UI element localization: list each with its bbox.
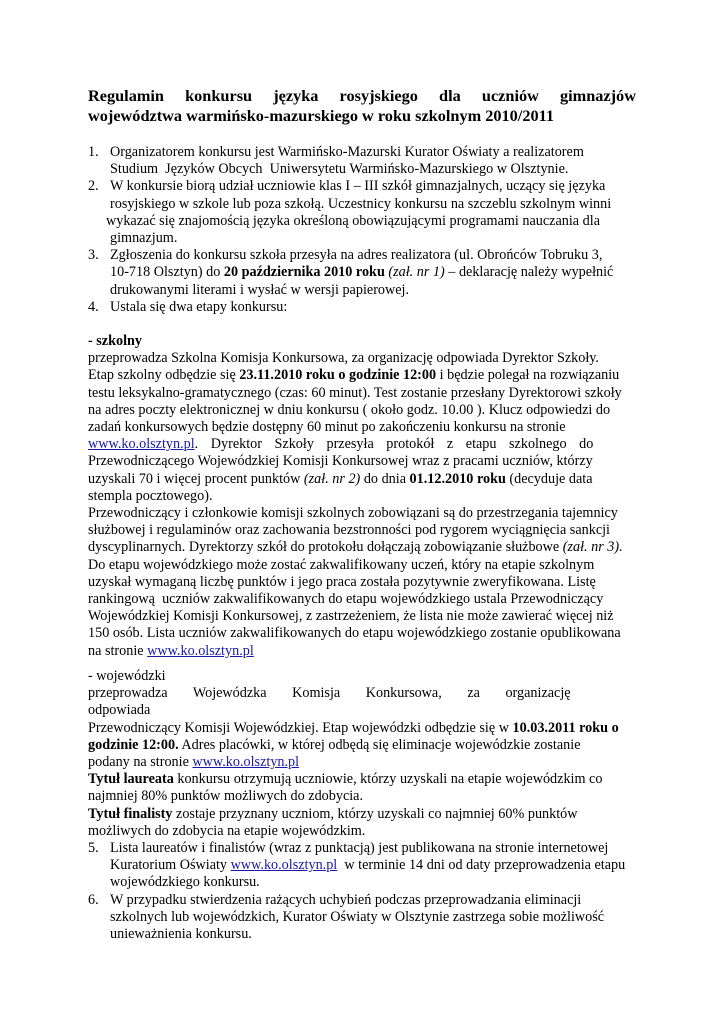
list-number: 5. — [88, 839, 99, 856]
list-number: 3. — [88, 247, 99, 264]
title-word: Regulamin — [88, 86, 164, 105]
paragraph-line: na stronie www.ko.olsztyn.pl — [88, 642, 254, 659]
list-item-3 — [88, 247, 640, 299]
school-stage-section — [88, 333, 640, 660]
list-item-2 — [88, 178, 640, 247]
paragraph-line: możliwych do zdobycia na etapie wojewódzkim. — [88, 822, 366, 839]
list-text-line: Organizatorem konkursu jest Warmińsko-Mazurski Kurator Oświaty a realizatorem — [110, 144, 584, 160]
list-item-5 — [88, 840, 640, 892]
paragraph-line: Wojewódzkiej Komisji Konkursowej, z zastrzeżeniem, że lista nie może zawierać więcej niż — [88, 608, 614, 625]
paragraph-line: Tytuł laureata konkursu otrzymują uczniowie, którzy uzyskali na etapie wojewódzkim co — [88, 771, 603, 788]
deadline-date: 20 października 2010 roku — [223, 264, 385, 281]
title-word: gimnazjów — [559, 86, 636, 105]
section-heading: - szkolny — [88, 333, 142, 350]
list-text-line: Studium Języków Obcych Uniwersytetu Warmińsko-Mazurskiego w Olsztynie. — [110, 161, 569, 178]
paragraph-line: służbowej i regulaminów oraz zachowania bezstronności pod rygorem wyciągnięcia sankcji — [88, 522, 610, 539]
website-link[interactable]: www.ko.olsztyn.pl — [147, 642, 254, 659]
list-number: 4. — [88, 298, 99, 315]
list-text-line: Kuratorium Oświaty www.ko.olsztyn.pl w terminie 14 dni od daty przeprowadzenia etapu — [110, 857, 626, 874]
paragraph-line: testu leksykalno-gramatycznego (czas: 60 minut). Test zostanie przesłany Dyrektorowi szkoły — [88, 384, 622, 401]
website-link[interactable]: www.ko.olsztyn.pl — [230, 857, 338, 874]
title-line-1 — [88, 86, 636, 106]
list-text-line: 10-718 Olsztyn) do 20 października 2010 roku (zał. nr 1) – deklarację należy wypełnić — [110, 264, 614, 281]
list-text-line: Ustala się dwa etapy konkursu: — [110, 298, 288, 315]
list-text-line: unieważnienia konkursu. — [110, 925, 252, 942]
paragraph-line: rankingową uczniów zakwalifikowanych do etapu wojewódzkiego ustala Przewodniczący — [88, 591, 604, 608]
list-text-line: W konkursie biorą udział uczniowie klas I – III szkół gimnazjalnych, uczący się języka — [110, 178, 606, 195]
paragraph-line: godzinie 12:00. Adres placówki, w której odbędą się eliminacje wojewódzkie zostanie — [88, 736, 581, 753]
submission-date: 01.12.2010 roku — [409, 470, 506, 487]
list-number: 6. — [88, 891, 99, 908]
regional-stage-section — [88, 668, 640, 840]
website-link[interactable]: www.ko.olsztyn.pl — [88, 436, 195, 453]
list-text-line: Lista laureatów i finalistów (wraz z punktacją) jest publikowana na stronie internetowej — [110, 839, 609, 856]
section-heading: - wojewódzki — [88, 667, 166, 684]
paragraph-line: Do etapu wojewódzkiego może zostać zakwalifikowany uczeń, który na etapie szkolnym — [88, 556, 595, 573]
list-item-4 — [88, 299, 640, 316]
paragraph-line: najmniej 80% punktów możliwych do zdobycia. — [88, 788, 364, 805]
title-line-2: województwa warmińsko-mazurskiego w roku szkolnym 2010/2011 — [88, 106, 554, 125]
title-word: dla — [439, 86, 461, 105]
list-text-line: szkolnych lub wojewódzkich, Kurator Oświaty w Olsztynie zastrzega sobie możliwość — [110, 908, 605, 925]
title-word: konkursu — [185, 86, 253, 105]
paragraph-line: uzyskał wymaganą liczbę punktów i jego praca została pozytywnie zweryfikowana. Listę — [88, 573, 596, 590]
paragraph-line: Tytuł finalisty zostaje przyznany uczniom, którzy uzyskali co najmniej 60% punktów — [88, 805, 578, 822]
list-text-line: Zgłoszenia do konkursu szkoła przesyła na adres realizatora (ul. Obrońców Tobruku 3, — [110, 247, 603, 264]
document-body — [88, 144, 640, 943]
paragraph-line: uzyskali 70 i więcej procent punktów (zał. nr 2) do dnia 01.12.2010 roku (decyduje data — [88, 470, 593, 487]
list-text-line: wykazać się znajomością języka określoną obowiązującymi programami nauczania dla — [106, 212, 600, 229]
list-number: 2. — [88, 178, 99, 195]
list-text-line: W przypadku stwierdzenia rażących uchybień podczas przeprowadzania eliminacji — [110, 891, 582, 908]
regional-stage-time: godzinie 12:00. — [88, 736, 179, 753]
title-word: rosyjskiego — [339, 86, 418, 105]
regional-stage-date: 10.03.2011 roku o — [512, 719, 619, 736]
paragraph-line: dyscyplinarnych. Dyrektorzy szkół do protokołu dołączają zobowiązanie służbowe (zał. nr 3). — [88, 539, 623, 556]
paragraph-line: zadań konkursowych będzie dostępny 60 minut po zakończeniu konkursu na stronie — [88, 419, 566, 436]
document-title — [88, 86, 636, 126]
title-word: języka — [273, 86, 319, 105]
title-word: uczniów — [481, 86, 539, 105]
list-text-line: wojewódzkiego konkursu. — [110, 874, 260, 891]
paragraph-line: Przewodniczący i członkowie komisji szkolnych zobowiązani są do przestrzegania tajemnicy — [88, 505, 618, 522]
paragraph-line: na adres poczty elektronicznej w dniu konkursu ( około godz. 10.00 ). Klucz odpowiedzi do — [88, 401, 611, 418]
school-stage-date: 23.11.2010 roku o godzinie 12:00 — [239, 367, 437, 384]
list-text-line: rosyjskiego w szkole lub poza szkołą. Uczestnicy konkursu na szczeblu szkolnym winni — [110, 195, 612, 212]
paragraph-line: przeprowadza Wojewódzka Komisja Konkursowa, za organizację odpowiada — [88, 685, 571, 719]
paragraph-line: podany na stronie www.ko.olsztyn.pl — [88, 753, 300, 770]
paragraph-line: 150 osób. Lista uczniów zakwalifikowanych do etapu wojewódzkiego zostanie opublikowana — [88, 625, 621, 642]
paragraph-line: Przewodniczący Komisji Wojewódzkiej. Etap wojewódzki odbędzie się w 10.03.2011 roku o — [88, 719, 619, 736]
paragraph-line: stempla pocztowego). — [88, 487, 213, 504]
attachment-ref: (zał. nr 1) — [384, 264, 445, 281]
paragraph-line: przeprowadza Szkolna Komisja Konkursowa, za organizację odpowiada Dyrektor Szkoły. — [88, 350, 599, 367]
paragraph-line: Etap szkolny odbędzie się 23.11.2010 roku o godzinie 12:00 i będzie polegał na rozwiązaniu — [88, 367, 620, 384]
list-item-6 — [88, 892, 640, 944]
list-text-line: gimnazjum. — [110, 230, 178, 247]
list-number: 1. — [88, 144, 99, 160]
website-link[interactable]: www.ko.olsztyn.pl — [192, 753, 300, 770]
paragraph-line: Przewodniczącego Wojewódzkiej Komisji Konkursowej wraz z pracami uczniów, którzy — [88, 453, 593, 470]
list-text-line: drukowanymi literami i wysłać w wersji papierowej. — [110, 281, 410, 298]
list-item-1 — [88, 144, 640, 178]
paragraph-line: www.ko.olsztyn.pl. Dyrektor Szkoły przesyła protokół z etapu szkolnego do — [88, 436, 594, 453]
